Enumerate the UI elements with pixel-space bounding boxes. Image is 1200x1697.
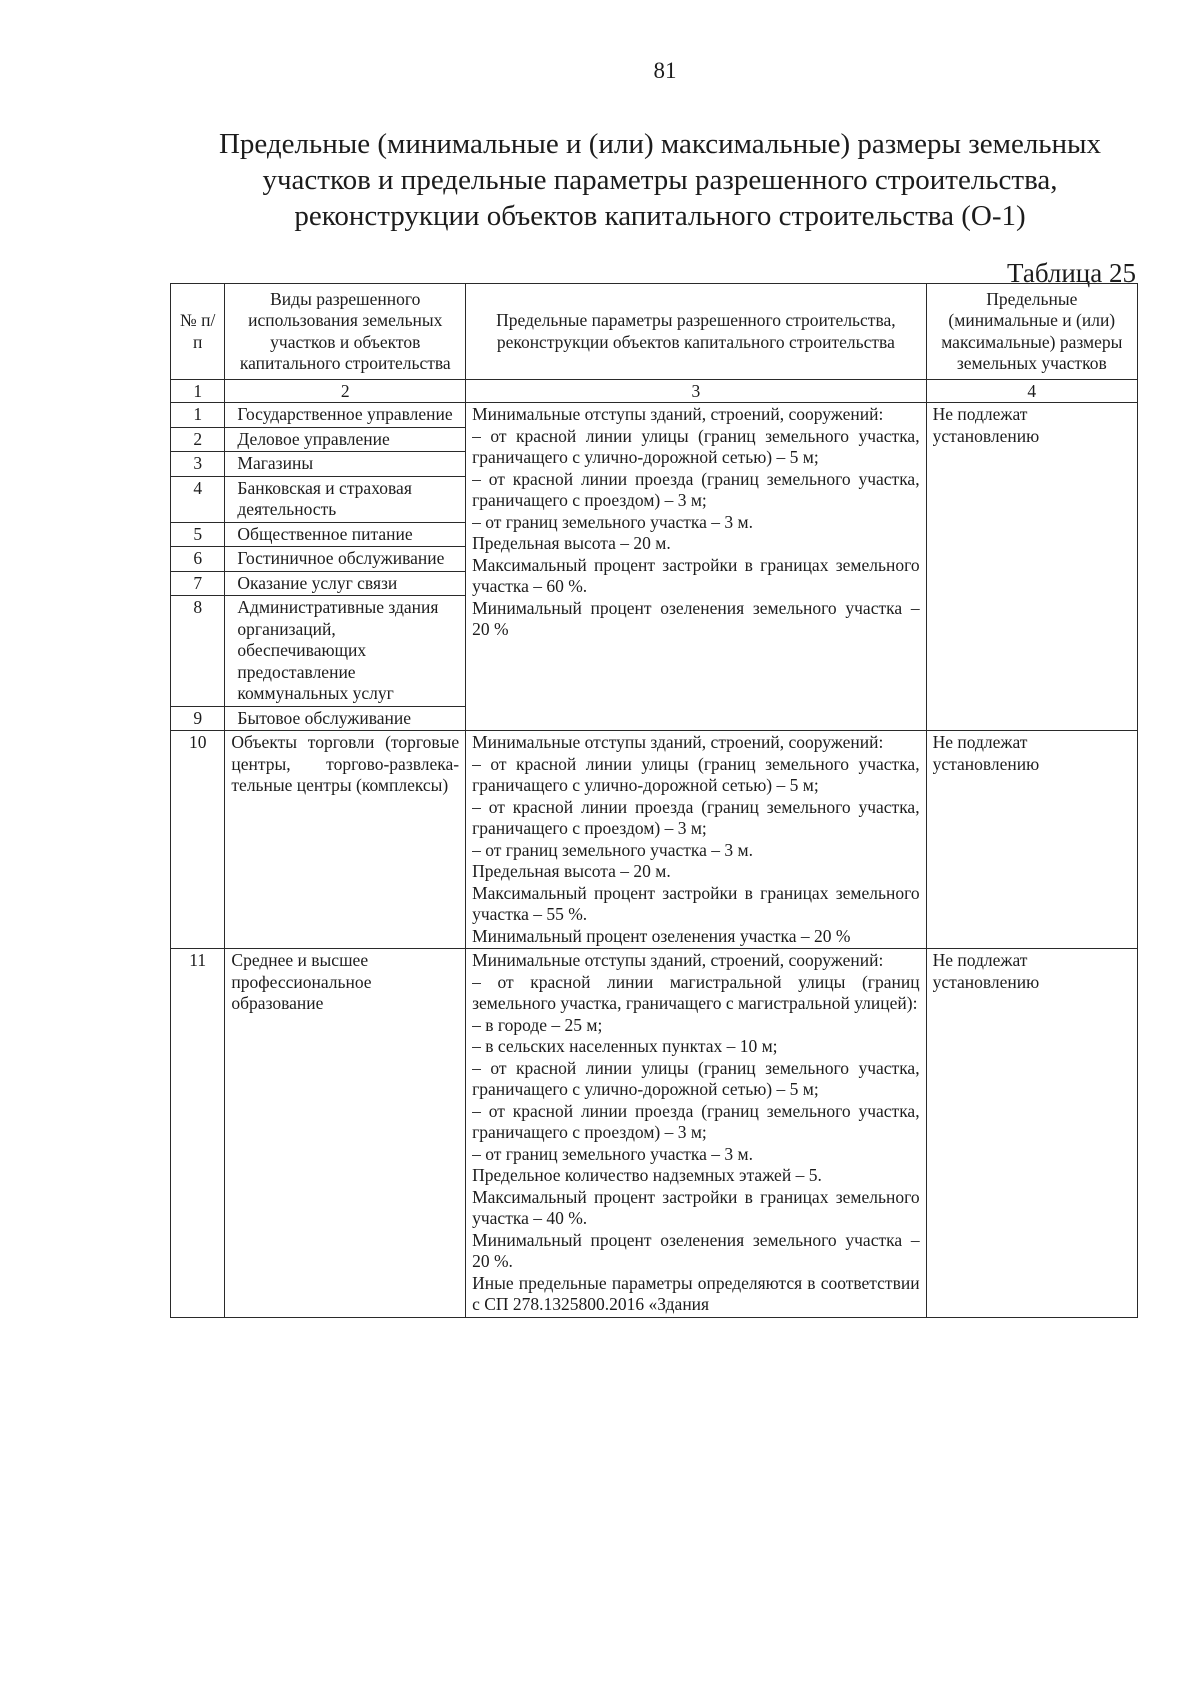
row-plot-size: Не подлежат установлению [926,403,1137,731]
param-line: – от красной линии проезда (границ земельного участка, граничащего с проездом) – 3 м; [472,1100,920,1142]
row-use-type: Деловое управление [225,427,466,452]
param-line: Максимальный процент застройки в границах земельного участка – 40 %. [472,1186,920,1228]
param-line: – от красной линии проезда (границ земельного участка, граничащего с проездом) – 3 м; [472,796,920,838]
row-use-type: Бытовое обслуживание [225,706,466,731]
column-index-row [171,380,1138,403]
row-use-type: Магазины [225,452,466,477]
header-params: Предельные параметры разрешенного строительства, реконструкции объектов капитального строительства [466,284,926,380]
param-line: Минимальный процент озеленения участка – 20 % [472,925,851,946]
row-number: 11 [171,949,225,1318]
row-params [466,403,926,731]
param-line: Максимальный процент застройки в границах земельного участка – 60 %. [472,554,920,596]
param-line: – от красной линии улицы (границ земельного участка, граничащего с улично-дорожной сетью) – 5 м; [472,753,920,795]
param-line: Минимальный процент озеленения земельного участка – 20 % [472,597,920,639]
row-number: 2 [171,427,225,452]
header-use: Виды разрешенного использования земельных участков и объектов капитального строительства [225,284,466,380]
param-line: Максимальный процент застройки в границах земельного участка – 55 %. [472,882,920,924]
param-line: – в городе – 25 м; [472,1014,603,1035]
row-params [466,731,926,949]
param-line: – от границ земельного участка – 3 м. [472,511,753,532]
column-index: 3 [466,380,926,403]
column-index: 1 [171,380,225,403]
row-plot-size: Не подлежат установлению [926,949,1137,1318]
table-row [171,949,1138,1318]
param-line: – от границ земельного участка – 3 м. [472,839,753,860]
param-line: – от красной линии улицы (границ земельного участка, граничащего с улично-дорожной сетью) – 5 м; [472,1057,920,1099]
row-use-type: Объекты торговли (торговые центры, торгово-развлека-тельные центры (комплексы) [225,731,466,949]
param-line: Предельная высота – 20 м. [472,533,671,553]
regulations-table [170,283,1138,1318]
param-line: – в сельских населенных пунктах – 10 м; [472,1036,778,1056]
param-line: – от красной линии проезда (границ земельного участка, граничащего с проездом) – 3 м; [472,468,920,510]
table-header-row [171,284,1138,380]
header-num: № п/п [171,284,225,380]
row-params [466,949,926,1318]
param-line: Минимальные отступы зданий, строений, сооружений: [472,732,884,752]
table-caption: Таблица 25 [1007,258,1136,288]
row-number: 10 [171,731,225,949]
row-use-type: Банковская и страховая деятельность [225,476,466,522]
row-use-type: Общественное питание [225,522,466,547]
param-line: Минимальные отступы зданий, строений, сооружений: [472,950,884,970]
param-line: Иные предельные параметры определяются в соответствии с СП 278.1325800.2016 «Здания [472,1272,920,1314]
column-index: 2 [225,380,466,403]
param-line: Предельное количество надземных этажей – 5. [472,1165,822,1185]
table-row [171,403,1138,428]
param-line: – от границ земельного участка – 3 м. [472,1143,753,1164]
row-number: 7 [171,571,225,596]
row-number: 3 [171,452,225,477]
row-number: 9 [171,706,225,731]
param-line: – от красной линии улицы (границ земельного участка, граничащего с улично-дорожной сетью) – 5 м; [472,425,920,467]
row-number: 5 [171,522,225,547]
header-size: Предельные (минимальные и (или) максимальные) размеры земельных участков [926,284,1137,380]
param-line: Минимальные отступы зданий, строений, сооружений: [472,404,884,424]
param-line: Минимальный процент озеленения земельного участка – 20 %. [472,1229,920,1271]
table-row [171,731,1138,949]
param-line: – от красной линии магистральной улицы (границ земельного участка, граничащего с магистральной улицей): [472,971,920,1013]
row-number: 1 [171,403,225,428]
param-line: Предельная высота – 20 м. [472,861,671,881]
row-number: 8 [171,596,225,707]
row-plot-size: Не подлежат установлению [926,731,1137,949]
row-use-type: Оказание услуг связи [225,571,466,596]
row-number: 4 [171,476,225,522]
document-title: Предельные (минимальные и (или) максимальные) размеры земельных участков и предельные параметры разрешенного строительства, реконструкции объектов капитального строительства (О-1) [218,128,1102,232]
row-use-type: Государственное управление [225,403,466,428]
row-use-type: Административные здания организаций, обеспечивающих предоставление коммунальных услуг [225,596,466,707]
row-use-type: Среднее и высшее профессиональное образование [225,949,466,1318]
column-index: 4 [926,380,1137,403]
row-use-type: Гостиничное обслуживание [225,547,466,572]
row-number: 6 [171,547,225,572]
page-number: 81 [653,58,677,83]
